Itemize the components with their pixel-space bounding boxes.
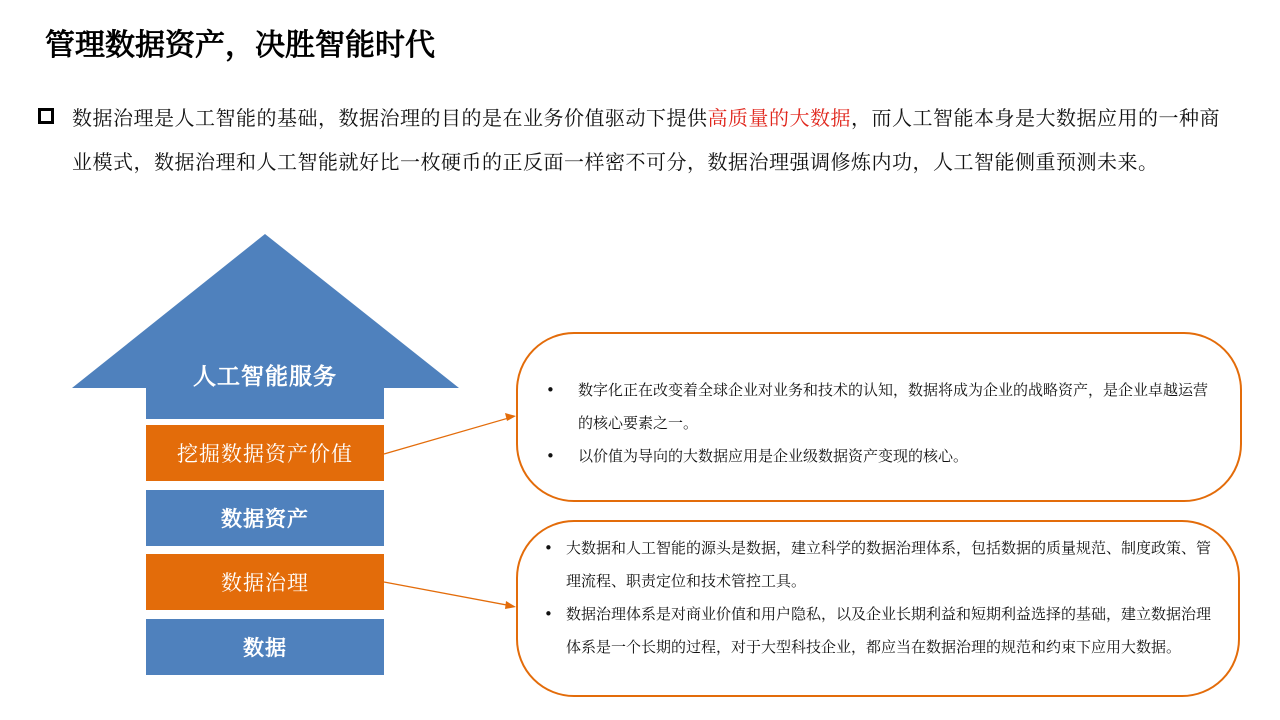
callout-top xyxy=(516,332,1242,502)
block-data: 数据 xyxy=(146,619,384,675)
intro-text-before: 数据治理是人工智能的基础，数据治理的目的是在业务价值驱动下提供 xyxy=(72,106,708,130)
intro-text-after: ，而人工智能本身是大数据应用的一种商业模式，数据治理和人工智能就好比一枚硬币的正反面一样密不可分，数据治理强调修炼内功，人工智能侧重预测未来。 xyxy=(72,106,1220,174)
callout-bottom-item: • 数据治理体系是对商业价值和用户隐私，以及企业长期利益和短期利益选择的基础，建立数据治理体系是一个长期的过程，对于大型科技企业，都应当在数据治理的规范和约束下应用大数据。 xyxy=(566,598,1218,664)
callout-top-item: • 数字化正在改变着全球企业对业务和技术的认知，数据将成为企业的战略资产，是企业卓越运营的核心要素之一。 xyxy=(578,374,1220,440)
connector-line-bottom xyxy=(384,582,512,606)
intro-highlight: 高质量的大数据 xyxy=(707,106,851,130)
page-title: 管理数据资产，决胜智能时代 xyxy=(45,28,435,63)
connector-arrowhead-bottom xyxy=(505,601,516,609)
block-mine-data-asset-value: 挖掘数据资产价值 xyxy=(146,425,384,481)
block-data-governance: 数据治理 xyxy=(146,554,384,610)
callout-top-item: • 以价值为导向的大数据应用是企业级数据资产变现的核心。 xyxy=(578,440,1220,473)
connector-arrowhead-top xyxy=(505,413,516,421)
arrow-label-ai-service: 人工智能服务 xyxy=(193,364,337,390)
connector-line-top xyxy=(384,417,512,454)
block-data-asset: 数据资产 xyxy=(146,490,384,546)
callout-bottom xyxy=(516,520,1240,697)
callout-bottom-item: • 大数据和人工智能的源头是数据，建立科学的数据治理体系，包括数据的质量规范、制度政策、管理流程、职责定位和技术管控工具。 xyxy=(566,532,1218,598)
